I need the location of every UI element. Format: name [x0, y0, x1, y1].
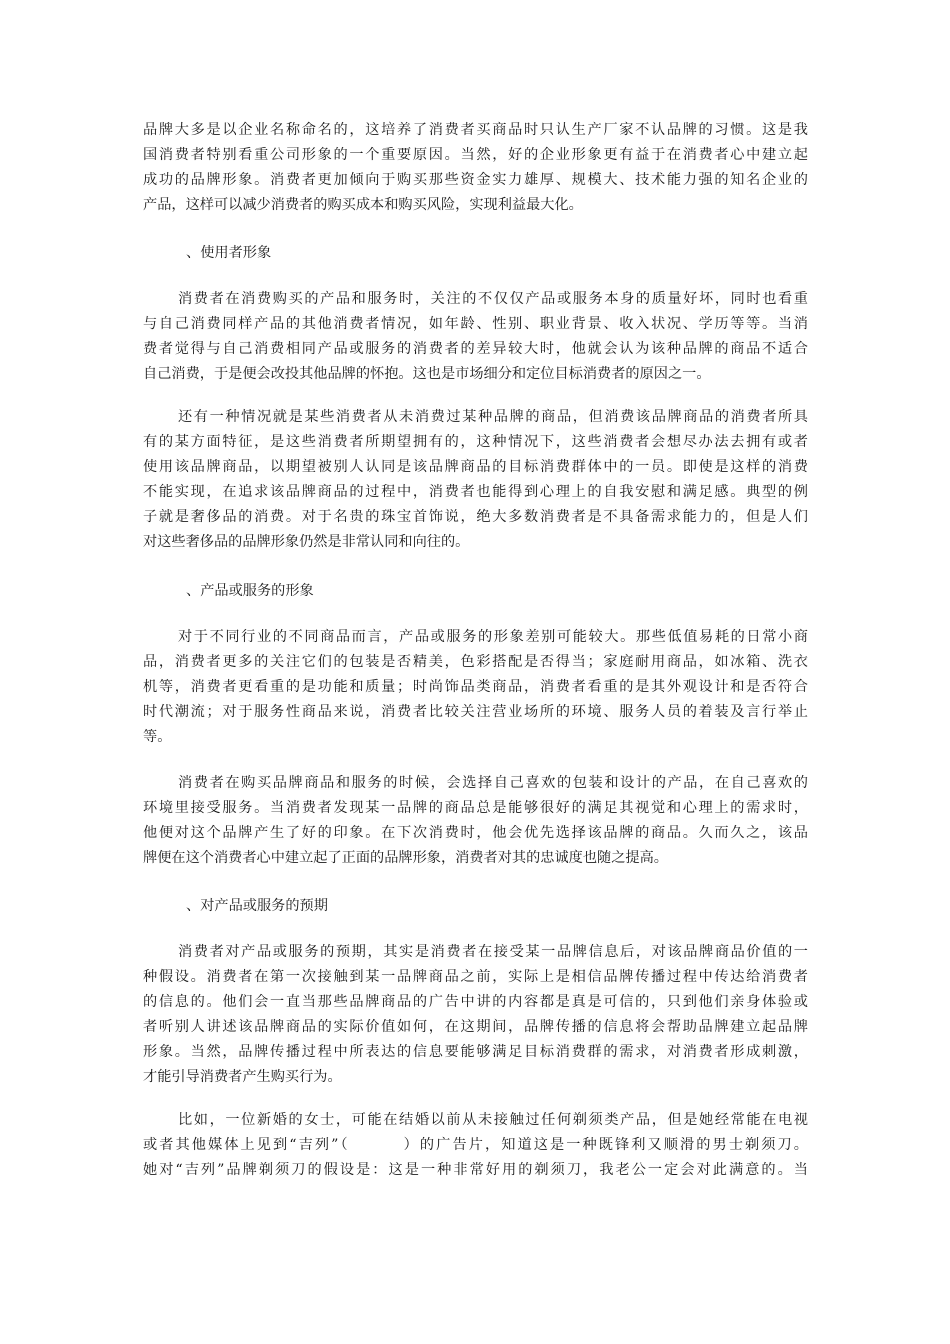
text-line: 者听别人讲述该品牌商品的实际价值如何，在这期间，品牌传播的信息将会帮助品牌建立起品牌 — [143, 1019, 808, 1035]
text-line: 与自己消费同样产品的其他消费者情况，如年龄、性别、职业背景、收入状况、学历等等。当消 — [143, 316, 808, 332]
text-line: 品，消费者更多的关注它们的包装是否精美，色彩搭配是否得当；家庭耐用商品，如冰箱、洗衣 — [143, 654, 808, 670]
text-line: 自己消费，于是便会改投其他品牌的怀抱。这也是市场细分和定位目标消费者的原因之一。 — [143, 366, 711, 382]
paragraph-aspiration — [143, 405, 808, 555]
section-heading-product-image: 、产品或服务的形象 — [186, 583, 314, 599]
text-line: 消费者在消费购买的产品和服务时，关注的不仅仅产品或服务本身的质量好坏，同时也看重 — [178, 291, 808, 307]
text-line: 等。 — [143, 729, 172, 745]
text-line: 比如，一位新婚的女士，可能在结婚以前从未接触过任何剃须类产品，但是她经常能在电视 — [178, 1112, 808, 1128]
text-segment: ）的广告片，知道这是一种既锋利又顺滑的男士剃须刀。 — [401, 1137, 808, 1153]
text-line — [143, 1133, 808, 1158]
text-line: 消费者对产品或服务的预期，其实是消费者在接受某一品牌信息后，对该品牌商品价值的一 — [178, 944, 808, 960]
text-line: 使用该品牌商品，以期望被别人认同是该品牌商品的目标消费群体中的一员。即使是这样的消费 — [143, 459, 808, 475]
text-line: 牌便在这个消费者心中建立起了正面的品牌形象，消费者对其的忠诚度也随之提高。 — [143, 850, 668, 866]
text-line: 成功的品牌形象。消费者更加倾向于购买那些资金实力雄厚、规模大、技术能力强的知名企业的 — [143, 172, 808, 188]
paragraph-user-image — [143, 287, 808, 387]
text-line: 对这些奢侈品的品牌形象仍然是非常认同和向往的。 — [143, 534, 470, 550]
text-line: 国消费者特别看重公司形象的一个重要原因。当然，好的企业形象更有益于在消费者心中建立起 — [143, 147, 808, 163]
text-line: 的信息的。他们会一直当那些品牌商品的广告中讲的内容都是真是可信的，只到他们亲身体验或 — [143, 994, 808, 1010]
text-line: 种假设。消费者在第一次接触到某一品牌商品之前，实际上是相信品牌传播过程中传达给消费者 — [143, 969, 808, 985]
section-heading-user-image: 、使用者形象 — [186, 245, 272, 261]
text-line: 品牌大多是以企业名称命名的，这培养了消费者买商品时只认生产厂家不认品牌的习惯。这是我 — [143, 122, 808, 138]
paragraph-expectation — [143, 940, 808, 1090]
text-line: 他便对这个品牌产生了好的印象。在下次消费时，他会优先选择该品牌的商品。久而久之，该品 — [143, 825, 808, 841]
text-line: 子就是奢侈品的消费。对于名贵的珠宝首饰说，绝大多数消费者是不具备需求能力的，但是人们 — [143, 509, 808, 525]
text-line: 费者觉得与自己消费相同产品或服务的消费者的差异较大时，他就会认为该种品牌的商品不适合 — [143, 341, 808, 357]
text-line: 时代潮流；对于服务性商品来说，消费者比较关注营业场所的环境、服务人员的着装及言行举止 — [143, 704, 808, 720]
paragraph-preference — [143, 771, 808, 871]
text-line: 消费者在购买品牌商品和服务的时候，会选择自己喜欢的包装和设计的产品，在自己喜欢的 — [178, 775, 808, 791]
text-line: 有的某方面特征，是这些消费者所期望拥有的，这种情况下，这些消费者会想尽办法去拥有或者 — [143, 434, 808, 450]
text-line: 对于不同行业的不同商品而言，产品或服务的形象差别可能较大。那些低值易耗的日常小商 — [178, 629, 808, 645]
paragraph-example-gillette — [143, 1108, 808, 1183]
text-line: 机等，消费者更看重的是功能和质量；时尚饰品类商品，消费者看重的是其外观设计和是否符合 — [143, 679, 808, 695]
text-line: 环境里接受服务。当消费者发现某一品牌的商品总是能够很好的满足其视觉和心理上的需求时， — [143, 800, 808, 816]
text-line: 不能实现，在追求该品牌商品的过程中，消费者也能得到心理上的自我安慰和满足感。典型的例 — [143, 484, 808, 500]
text-segment: 或者其他媒体上见到“吉列”（ — [143, 1137, 350, 1153]
section-heading-expectation: 、对产品或服务的预期 — [186, 898, 328, 914]
text-line: 还有一种情况就是某些消费者从未消费过某种品牌的商品，但消费该品牌商品的消费者所具 — [178, 409, 808, 425]
text-line: 才能引导消费者产生购买行为。 — [143, 1069, 342, 1085]
paragraph-company-image — [143, 118, 808, 218]
paragraph-product-image — [143, 625, 808, 750]
text-line: 形象。当然，品牌传播过程中所表达的信息要能够满足目标消费群的需求，对消费者形成刺激， — [143, 1044, 808, 1060]
text-line: 她对“吉列”品牌剃须刀的假设是：这是一种非常好用的剃须刀，我老公一定会对此满意的。当 — [143, 1162, 808, 1178]
text-line: 产品，这样可以减少消费者的购买成本和购买风险，实现利益最大化。 — [143, 197, 583, 213]
